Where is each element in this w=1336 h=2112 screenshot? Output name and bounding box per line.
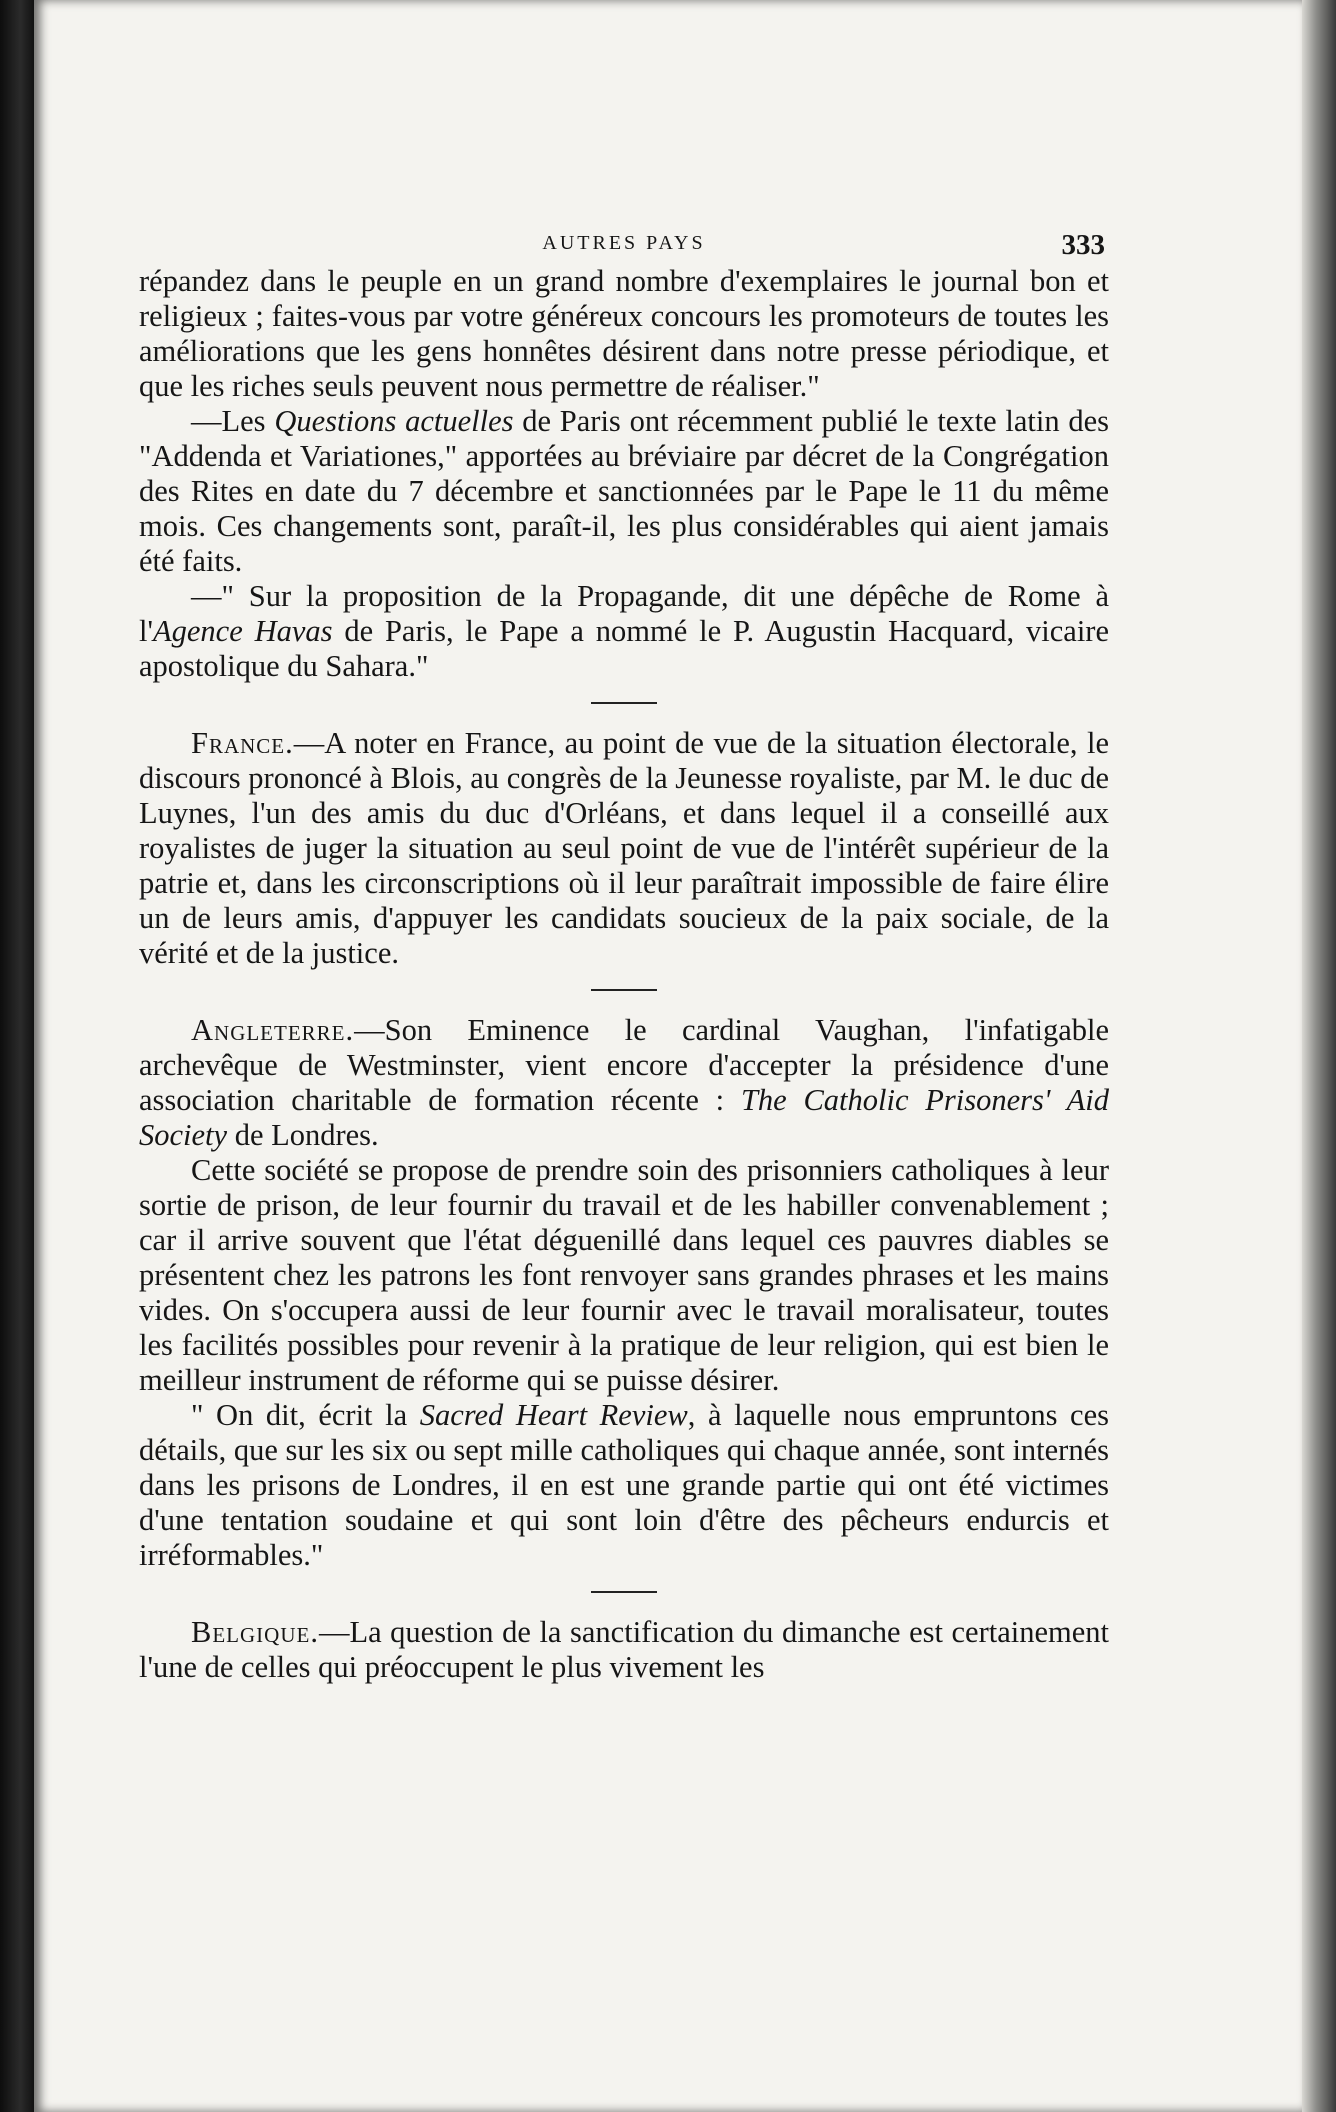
text-run: de Paris, le Pape a nommé le P. Augustin Hacquard, vicaire apostolique du Sahara." <box>139 614 1109 683</box>
section-label-belgique: Belgique. <box>191 1615 319 1649</box>
text-run: —" Sur la proposition de la Propagande, dit une dépêche de Rome à l' <box>139 579 1109 648</box>
text-run: de Paris ont récemment publié le texte latin des "Addenda et Variationes," apportées au bréviaire par décret de la Congrégation des Rites en date du 7 décembre et sanctionnées par le Pape le 11 du même mois. Ces changements sont, paraît-il, les plus considérables qui aient jamais été faits. <box>139 404 1109 578</box>
paragraph-angleterre <box>139 1013 1109 1153</box>
paragraph-continuation: répandez dans le peuple en un grand nombre d'exemplaires le journal bon et religieux ; faites-vous par votre généreux concours les promoteurs de toutes les améliorations que les gens honnêtes désirent dans notre presse périodique, et que les riches seuls peuvent nous permettre de réaliser." <box>139 264 1109 403</box>
book-gutter-shadow <box>0 0 34 2112</box>
page-number: 333 <box>1061 229 1105 261</box>
text-run: —La question de la sanctification du dimanche est certainement l'une de celles qui préoccupent le plus vivement les <box>139 1615 1109 1684</box>
paragraph-sacred-heart <box>139 1398 1109 1573</box>
page-body <box>139 222 1109 1685</box>
italic-title: Agence Havas <box>152 614 333 648</box>
paragraph-belgique <box>139 1615 1109 1685</box>
section-divider <box>591 702 657 704</box>
italic-title: Questions actuelles <box>274 404 514 438</box>
section-divider <box>591 989 657 991</box>
paragraph-france <box>139 726 1109 971</box>
page-edge-right <box>1302 0 1336 2112</box>
running-head <box>139 222 1109 261</box>
italic-title: The Catholic Prisoners' Aid Society <box>139 1083 1109 1152</box>
section-label-france: France. <box>191 726 294 760</box>
text-run: —Son Eminence le cardinal Vaughan, l'infatigable archevêque de Westminster, vient encore d'accepter la présidence d'une association charitable de formation récente : <box>139 1013 1109 1117</box>
text-run: —A noter en France, au point de vue de la situation électorale, le discours prononcé à Blois, au congrès de la Jeunesse royaliste, par M. le duc de Luynes, l'un des amis du duc d'Orléans, et dans lequel il a conseillé aux royalistes de juger la situation au seul point de vue de l'intérêt supérieur de la patrie et, dans les circonscriptions où il leur paraîtrait impossible de faire élire un de leurs amis, d'appuyer les candidats soucieux de la paix sociale, de la vérité et de la justice. <box>139 726 1109 970</box>
paragraph-agence-havas <box>139 579 1109 684</box>
paragraph-societe: Cette société se propose de prendre soin des prisonniers catholiques à leur sortie de prison, de leur fournir du travail et de les habiller convenablement ; car il arrive souvent que l'état déguenillé dans lequel ces pauvres diables se présentent chez les patrons les font renvoyer sans grandes phrases et les mains vides. On s'occupera aussi de leur fournir avec le travail moralisateur, toutes les facilités possibles pour revenir à la pratique de leur religion, qui est bien le meilleur instrument de réforme qui se puisse désirer. <box>139 1153 1109 1397</box>
book-page <box>34 0 1302 2112</box>
section-divider <box>591 1591 657 1593</box>
italic-title: Sacred Heart Review <box>419 1398 688 1432</box>
text-run: , à laquelle nous empruntons ces détails, que sur les six ou sept mille catholiques qui chaque année, sont internés dans les prisons de Londres, il en est une grande partie qui ont été victimes d'une tentation soudaine et qui sont loin d'être des pêcheurs endurcis et irréformables." <box>139 1398 1109 1572</box>
section-label-angleterre: Angleterre. <box>191 1013 355 1047</box>
text-run: " On dit, écrit la <box>191 1398 420 1432</box>
paragraph-questions-actuelles <box>139 404 1109 579</box>
text-run: de Londres. <box>227 1118 379 1152</box>
running-title: AUTRES PAYS <box>542 232 706 254</box>
text-run: —Les <box>191 404 275 438</box>
